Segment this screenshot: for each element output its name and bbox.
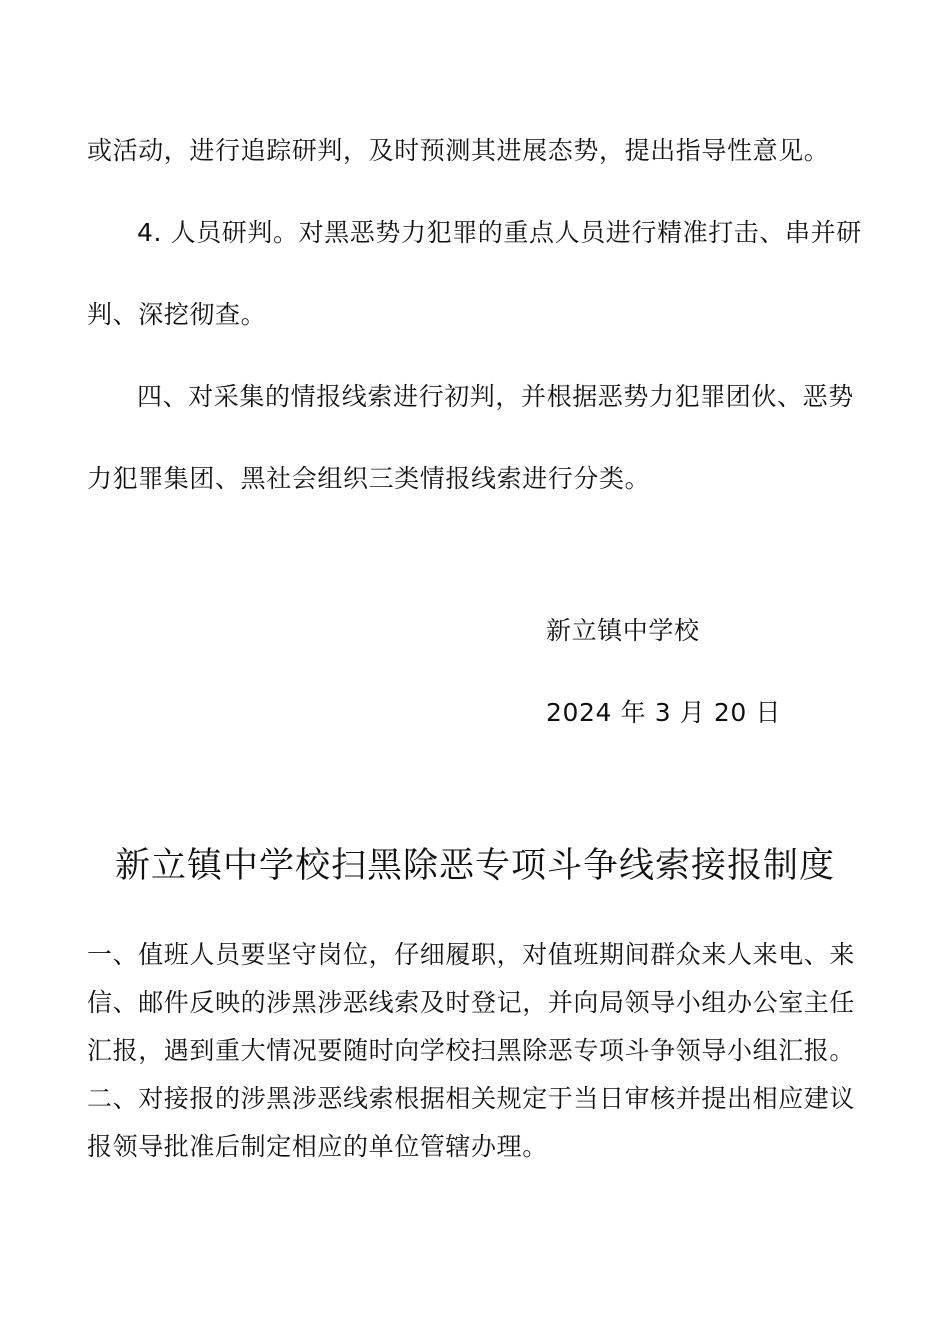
paragraph-line: 信、邮件反映的涉黑涉恶线索及时登记，并向局领导小组办公室主任: [87, 988, 856, 1017]
document-title: 新立镇中学校扫黑除恶专项斗争线索接报制度: [114, 846, 835, 886]
paragraph-line: 或活动，进行追踪研判，及时预测其进展态势，提出指导性意见。: [87, 136, 830, 165]
signature-organization: 新立镇中学校: [546, 616, 700, 645]
paragraph-line: 4. 人员研判。对黑恶势力犯罪的重点人员进行精准打击、串并研: [137, 218, 862, 247]
paragraph-line: 力犯罪集团、黑社会组织三类情报线索进行分类。: [87, 464, 651, 493]
signature-date: 2024 年 3 月 20 日: [546, 698, 782, 727]
paragraph-line: 判、深挖彻查。: [87, 300, 267, 329]
paragraph-line: 报领导批准后制定相应的单位管辖办理。: [87, 1132, 548, 1161]
paragraph-line: 二、对接报的涉黑涉恶线索根据相关规定于当日审核并提出相应建议: [87, 1084, 856, 1113]
paragraph-line: 四、对采集的情报线索进行初判，并根据恶势力犯罪团伙、恶势: [137, 382, 854, 411]
paragraph-line: 一、值班人员要坚守岗位，仔细履职，对值班期间群众来人来电、来: [87, 940, 856, 969]
paragraph-line: 汇报，遇到重大情况要随时向学校扫黑除恶专项斗争领导小组汇报。: [87, 1036, 856, 1065]
